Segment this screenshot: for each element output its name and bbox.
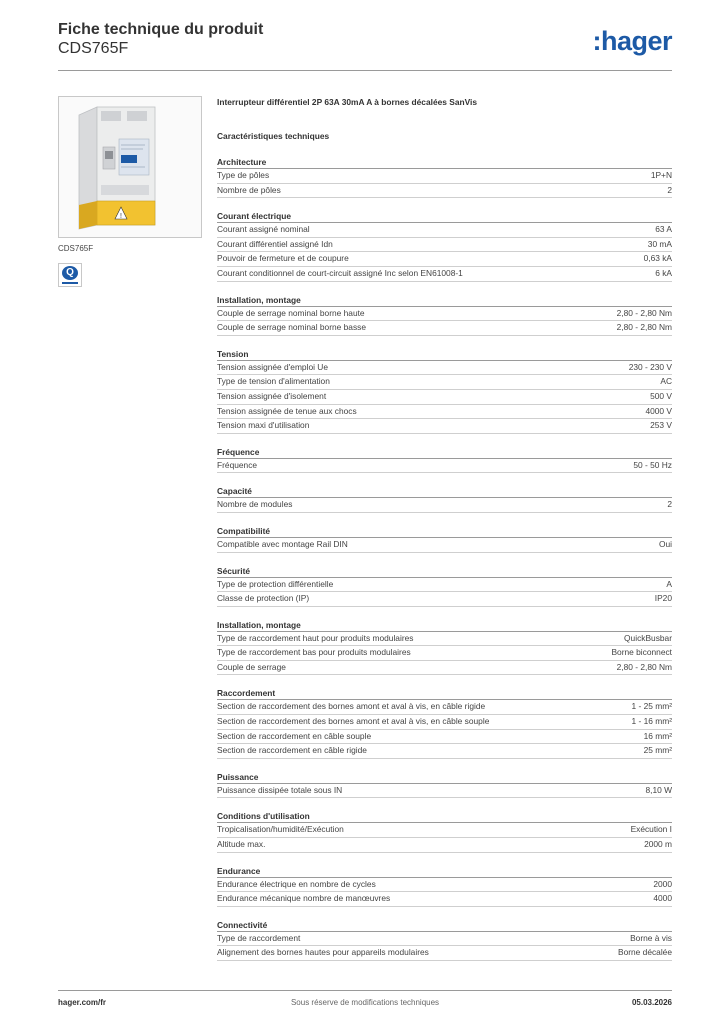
spec-value: 1P+N: [650, 170, 672, 180]
spec-value: 50 - 50 Hz: [633, 459, 672, 470]
spec-row: [217, 184, 672, 199]
section-title: Architecture: [217, 156, 672, 169]
spec-value: 63 A: [655, 224, 672, 235]
spec-label: Section de raccordement des bornes amont et aval à vis, en câble rigide: [217, 701, 486, 712]
section-title: Compatibilité: [217, 525, 672, 538]
product-description: Interrupteur différentiel 2P 63A 30mA A à bornes décalées SanVis: [217, 97, 478, 107]
spec-value: 2,80 - 2,80 Nm: [616, 661, 672, 672]
spec-value: 500 V: [650, 390, 672, 401]
spec-row: [217, 267, 672, 282]
product-code: CDS765F: [58, 40, 129, 57]
spec-row: [217, 238, 672, 253]
spec-label: Type de raccordement: [217, 932, 301, 943]
spec-row: [217, 700, 672, 715]
spec-label: Fréquence: [217, 459, 258, 470]
spec-row: [217, 823, 672, 838]
spec-row: [217, 646, 672, 661]
spec-value: 4000: [653, 893, 672, 904]
spec-label: Type de tension d'alimentation: [217, 376, 330, 387]
product-image: [58, 96, 202, 238]
logo-prefix: :: [592, 26, 601, 56]
spec-value: AC: [660, 376, 672, 387]
spec-value: Borne à vis: [630, 932, 672, 943]
spec-sections: [217, 156, 672, 961]
spec-row: [217, 405, 672, 420]
spec-value: 253 V: [650, 420, 672, 431]
spec-row: [217, 838, 672, 853]
spec-label: Tension assignée d'isolement: [217, 390, 327, 401]
svg-text:!: !: [120, 213, 122, 220]
spec-label: Courant conditionnel de court-circuit assigné Inc selon EN61008-1: [217, 267, 463, 278]
spec-label: Couple de serrage: [217, 661, 286, 672]
spec-value: IP20: [654, 593, 672, 604]
technical-characteristics-heading: Caractéristiques techniques: [217, 131, 330, 141]
section-title: Connectivité: [217, 919, 672, 932]
spec-label: Type de protection différentielle: [217, 578, 334, 589]
page-footer: [58, 998, 672, 1010]
section-title: Courant électrique: [217, 210, 672, 223]
spec-row: [217, 361, 672, 376]
spec-value: 1 - 25 mm²: [631, 701, 672, 712]
spec-label: Couple de serrage nominal borne haute: [217, 307, 365, 318]
spec-value: 16 mm²: [643, 730, 672, 741]
spec-row: [217, 252, 672, 267]
spec-label: Pouvoir de fermeture et de coupure: [217, 253, 349, 264]
section-title: Capacité: [217, 485, 672, 498]
spec-row: [217, 946, 672, 961]
spec-label: Tropicalisation/humidité/Exécution: [217, 824, 344, 835]
spec-section: [217, 687, 672, 758]
section-title: Endurance: [217, 865, 672, 878]
footer-notice: Sous réserve de modifications techniques: [290, 998, 440, 1007]
spec-value: 230 - 230 V: [628, 361, 672, 372]
spec-value: Exécution I: [630, 824, 672, 835]
spec-value: 25 mm²: [643, 745, 672, 756]
spec-label: Courant différentiel assigné Idn: [217, 238, 333, 249]
spec-value: 0,63 kA: [643, 253, 672, 264]
spec-label: Section de raccordement en câble souple: [217, 730, 372, 741]
spec-row: [217, 578, 672, 593]
spec-row: [217, 390, 672, 405]
spec-row: [217, 932, 672, 947]
spec-section: [217, 446, 672, 474]
spec-column: [217, 96, 672, 961]
hager-logo: [592, 26, 672, 56]
spec-row: [217, 784, 672, 799]
spec-label: Nombre de modules: [217, 499, 293, 510]
spec-label: Endurance mécanique nombre de manœuvres: [217, 893, 391, 904]
section-title: Tension: [217, 348, 672, 361]
spec-label: Type de raccordement bas pour produits modulaires: [217, 647, 411, 658]
spec-row: [217, 878, 672, 893]
section-title: Installation, montage: [217, 619, 672, 632]
spec-section: [217, 810, 672, 852]
spec-value: QuickBusbar: [624, 632, 672, 643]
spec-label: Classe de protection (IP): [217, 593, 310, 604]
spec-label: Tension assignée de tenue aux chocs: [217, 405, 357, 416]
spec-row: [217, 223, 672, 238]
spec-label: Altitude max.: [217, 839, 266, 850]
header-divider: [58, 70, 672, 71]
image-caption: CDS765F: [58, 244, 94, 253]
footer-website: hager.com/fr: [58, 998, 107, 1007]
spec-row: [217, 498, 672, 513]
spec-value: A: [666, 578, 672, 589]
section-title: Fréquence: [217, 446, 672, 459]
spec-label: Compatible avec montage Rail DIN: [217, 538, 348, 549]
spec-label: Type de raccordement haut pour produits modulaires: [217, 632, 414, 643]
spec-row: [217, 661, 672, 676]
spec-value: Borne biconnect: [611, 647, 672, 658]
spec-row: [217, 715, 672, 730]
spec-row: [217, 538, 672, 553]
page-header: [58, 20, 672, 68]
spec-section: [217, 919, 672, 961]
spec-label: Courant assigné nominal: [217, 224, 310, 235]
spec-row: [217, 592, 672, 607]
spec-row: [217, 375, 672, 390]
section-title: Raccordement: [217, 687, 672, 700]
spec-section: [217, 485, 672, 513]
spec-value: 2000 m: [644, 839, 672, 850]
spec-label: Endurance électrique en nombre de cycles: [217, 878, 376, 889]
spec-row: [217, 730, 672, 745]
spec-row: [217, 321, 672, 336]
spec-label: Tension maxi d'utilisation: [217, 420, 310, 431]
spec-value: 30 mA: [647, 238, 672, 249]
spec-label: Couple de serrage nominal borne basse: [217, 322, 366, 333]
footer-date: 05.03.2026: [631, 998, 672, 1007]
spec-section: [217, 156, 672, 198]
spec-value: 1 - 16 mm²: [631, 716, 672, 727]
spec-value: Oui: [658, 538, 672, 549]
spec-row: [217, 169, 672, 184]
spec-row: [217, 744, 672, 759]
spec-value: 8,10 W: [645, 784, 672, 795]
spec-section: [217, 865, 672, 907]
spec-value: 6 kA: [655, 267, 672, 278]
spec-row: [217, 632, 672, 647]
spec-section: [217, 294, 672, 336]
spec-row: [217, 892, 672, 907]
spec-value: Borne décalée: [617, 947, 672, 958]
spec-section: [217, 619, 672, 676]
spec-row: [217, 459, 672, 474]
spec-section: [217, 565, 672, 607]
spec-label: Puissance dissipée totale sous IN: [217, 784, 343, 795]
spec-label: Section de raccordement en câble rigide: [217, 745, 367, 756]
spec-label: Section de raccordement des bornes amont et aval à vis, en câble souple: [217, 716, 490, 727]
section-title: Conditions d'utilisation: [217, 810, 672, 823]
spec-value: 4000 V: [645, 405, 672, 416]
spec-value: 2,80 - 2,80 Nm: [616, 322, 672, 333]
logo-text: hager: [600, 26, 672, 56]
circuit-breaker-illustration: [59, 97, 201, 237]
spec-label: Type de pôles: [217, 170, 270, 180]
left-column: [58, 96, 202, 287]
document-title: Fiche technique du produit: [58, 21, 264, 38]
spec-label: Tension assignée d'emploi Ue: [217, 361, 329, 372]
spec-label: Alignement des bornes hautes pour appareils modulaires: [217, 947, 429, 958]
spec-row: [217, 419, 672, 434]
spec-value: 2: [667, 184, 672, 195]
certification-q-icon: Q: [58, 263, 82, 287]
spec-row: [217, 307, 672, 322]
section-title: Sécurité: [217, 565, 672, 578]
spec-section: [217, 771, 672, 799]
spec-value: 2: [667, 499, 672, 510]
spec-value: 2,80 - 2,80 Nm: [616, 307, 672, 318]
spec-label: Nombre de pôles: [217, 184, 281, 195]
spec-section: [217, 210, 672, 281]
spec-value: 2000: [653, 878, 672, 889]
section-title: Installation, montage: [217, 294, 672, 307]
spec-section: [217, 525, 672, 553]
section-title: Puissance: [217, 771, 672, 784]
spec-section: [217, 348, 672, 434]
footer-divider: [58, 990, 672, 991]
